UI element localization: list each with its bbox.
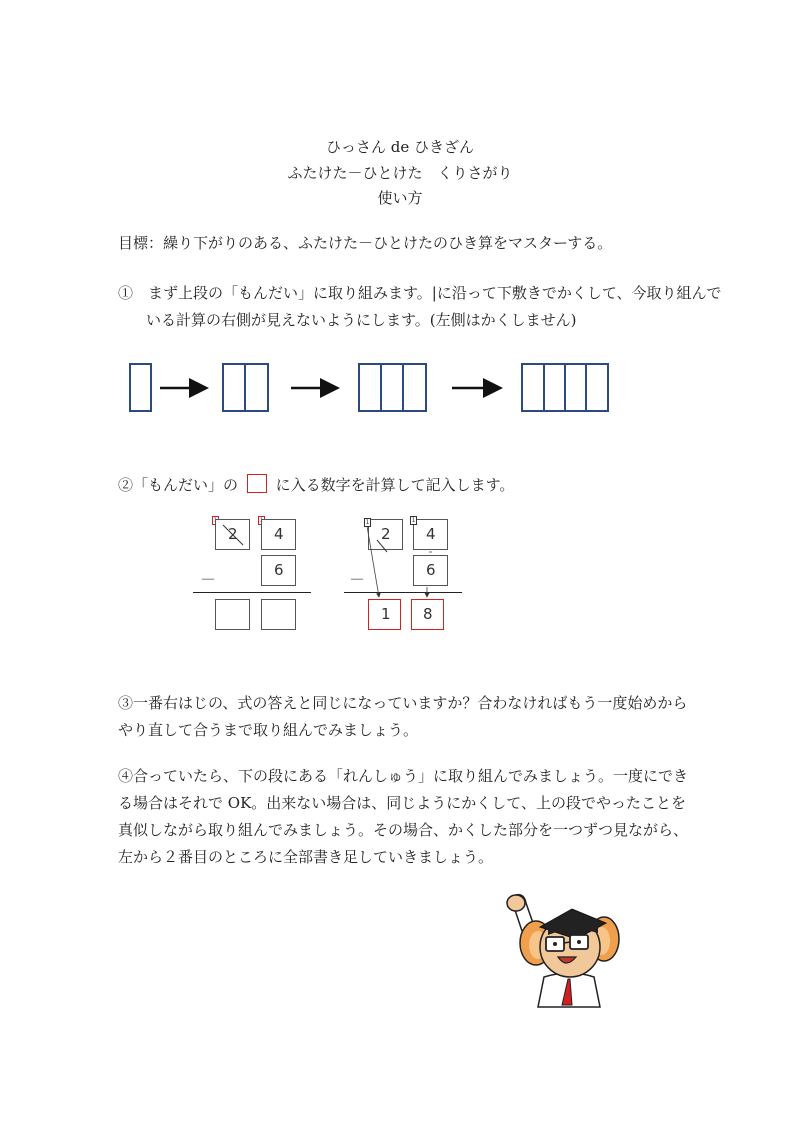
answer-box-sample: [247, 474, 267, 493]
minus-sign: －: [200, 570, 217, 589]
example-solution: [341, 512, 471, 637]
borrow-arrows: [341, 512, 471, 637]
step2-text-after: に入る数字を計算して記入します。: [275, 476, 515, 494]
doc-title: ひっさん de ひきざん: [325, 138, 475, 156]
step4-text: ④合っていたら、下の段にある「れんしゅう」に取り組んでみましょう。一度にできる場合はそれで OK。出来ない場合は、同じようにかくして、上の段でやったことを真似しながら取り組んでみましょう。その場合、かくした部分を一つずつ見ながら、左から２番目のところに全部書き足していきましょう。: [118, 767, 689, 866]
subtrahend-digit: 6: [274, 561, 284, 579]
answer-tens-digit: 1: [381, 605, 391, 623]
minuend-ones-digit: 4: [426, 525, 436, 543]
answer-ones-box[interactable]: [261, 599, 296, 630]
step2-text-before: ②「もんだい」の: [118, 476, 239, 494]
equals-rule: [193, 592, 311, 593]
cover-stage-4-col-1: [522, 364, 544, 411]
cover-stage-4-col-3: [565, 364, 586, 411]
step2-line: [118, 474, 514, 496]
cover-stage-1: [130, 364, 151, 411]
step1-text: ① まず上段の「もんだい」に取り組みます。|に沿って下敷きでかくして、今取り組んでいる計算の右側が見えないようにします。(左側はかくしません): [118, 284, 722, 329]
goal-text: 目標：繰り下がりのある、ふたけた－ひとけたのひき算をマスターする。: [118, 234, 613, 252]
doc-subtitle: ふたけた－ひとけた くりさがり: [287, 164, 513, 182]
minus-sign: －: [349, 570, 366, 589]
step3-text: ③一番右はじの、式の答えと同じになっていますか？合わなければもう一度始めからやり直して合うまで取り組んでみましょう。: [118, 694, 688, 739]
cover-stage-3-col-3: [403, 364, 426, 411]
cover-stage-3-col-2: [381, 364, 403, 411]
minuend-ones-digit: 4: [274, 525, 284, 543]
minuend-tens-digit: 2: [381, 525, 391, 543]
mascot-illustration: [500, 885, 620, 1010]
subtrahend-digit: 6: [426, 561, 436, 579]
carry-mark-ones: 1: [411, 517, 416, 524]
carry-mark-tens: 1: [365, 519, 370, 526]
cover-stage-2-col-2: [245, 364, 268, 411]
cover-sequence-diagram: [0, 350, 800, 430]
strike-mark: [215, 519, 250, 550]
cover-stage-2-col-1: [223, 364, 245, 411]
cover-stage-3-col-1: [359, 364, 381, 411]
minuend-tens-digit: 2: [228, 525, 238, 543]
answer-ones-digit: 8: [423, 605, 433, 623]
doc-heading-usage: 使い方: [377, 189, 423, 207]
example-problem: [190, 512, 320, 637]
answer-tens-box[interactable]: [215, 599, 250, 630]
cover-stage-4-col-2: [544, 364, 565, 411]
cover-stage-4-col-4: [586, 364, 608, 411]
